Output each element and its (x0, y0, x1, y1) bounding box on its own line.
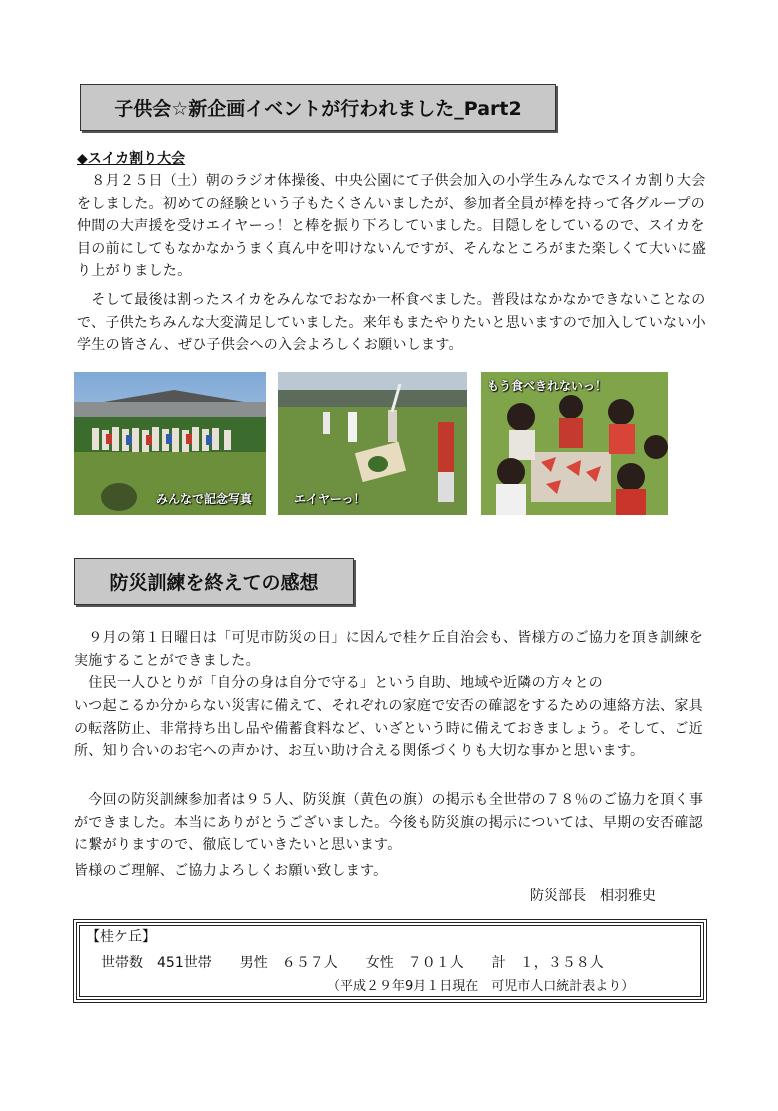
subheading-watermelon: ◆スイカ割り大会 (77, 151, 186, 167)
photo-caption-group: みんなで記念写真 (156, 492, 253, 506)
drill-paragraph-4: 今回の防災訓練参加者は９５人、防災旗（黄色の旗）の掲示も全世帯の７８％のご協力を頂く事ができました。本当にありがとうございました。今後も防災旗の掲示については、早期の安否確認に繋がりますので、徹底していきたいと思います。 (74, 792, 704, 854)
photo-caption-swing: エイヤーっ！ (294, 492, 366, 506)
section-heading-children-event (80, 84, 556, 131)
photo-caption-eating: もう食べきれないっ！ (487, 379, 608, 393)
heading-text: 防災訓練を終えての感想 (109, 572, 319, 594)
drill-paragraph-2: 住民一人ひとりが「自分の身は自分で守る」という自助、地域や近隣の方々との (74, 675, 604, 691)
drill-paragraph-3: いつ起こるか分からない災害に備えて、それぞれの家庭で安否の確認をするための連絡方法、家具の転落防止、非常持ち出し品や備蓄食料など、いざという時に備えておきましょう。そして、ご近所、知り合いのお宅への声かけ、お互い助け合える関係づくりも大切な事かと思います。 (74, 698, 703, 760)
section-heading-disaster-drill (74, 558, 354, 605)
drill-paragraph-5: 皆様のご理解、ご協力よろしくお願い致します。 (74, 863, 388, 879)
stats-values: 世帯数 451世帯 男性 ６５７人 女性 ７０１人 計 １，３５８人 (101, 955, 604, 971)
drill-paragraph-1: ９月の第１日曜日は「可児市防災の日」に因んで桂ケ丘自治会も、皆様方のご協力を頂き訓練を実施することができました。 (74, 630, 704, 669)
event-paragraph-1: ８月２５日（土）朝のラジオ体操後、中央公園にて子供会加入の小学生みんなでスイカ割り大会をしました。初めての経験という子もたくさんいましたが、参加者全員が棒を持って各グループの仲間の大声援を受けエイヤーっ！と棒を振り下ろしていました。目隠しをしているので、スイカを目の前にしてもなかなかうまく真ん中を叩けないんですが、そんなところがまた楽しくて大いに盛り上がりました。 (77, 173, 707, 280)
stats-title: 【桂ケ丘】 (86, 929, 156, 945)
event-paragraph-2: そして最後は割ったスイカをみんなでおなか一杯食べました。普段はなかなかできないことなので、子供たちみんな大変満足していました。来年もまたやりたいと思いますので加入していない小学生の皆さん、ぜひ子供会への入会よろしくお願いします。 (77, 292, 706, 354)
heading-text: 子供会☆新企画イベントが行われました_Part2 (114, 98, 522, 120)
stats-source-note: （平成２９年9月１日現在 可児市人口統計表より） (327, 979, 635, 994)
signature: 防災部長 相羽雅史 (530, 888, 656, 904)
